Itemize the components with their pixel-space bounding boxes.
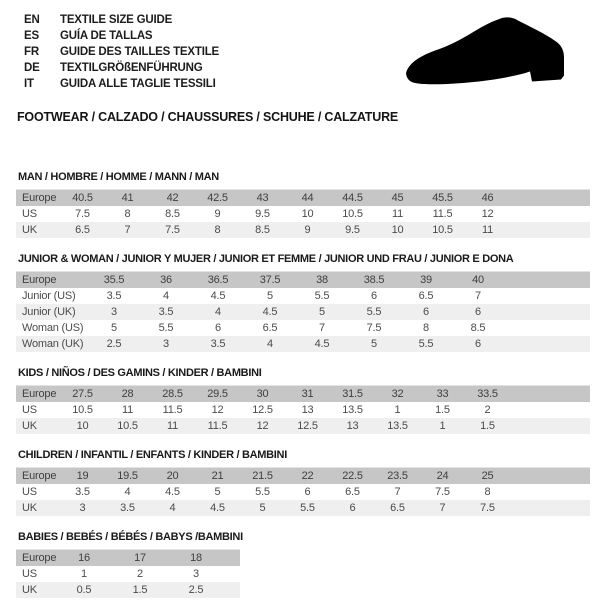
size-cell: 5.5: [255, 486, 270, 498]
size-cell: 6: [371, 290, 377, 302]
row-label: Europe: [22, 388, 57, 400]
language-code: ES: [24, 30, 39, 42]
size-cell: 10: [391, 224, 404, 236]
table-row: [16, 320, 590, 336]
size-cell: 6: [475, 306, 481, 318]
size-cell: 3.5: [106, 290, 122, 302]
size-cell: 7: [475, 290, 481, 302]
table-row: [16, 272, 590, 288]
size-table: [16, 385, 590, 434]
table-row: [16, 386, 590, 402]
size-cell: 39: [420, 274, 432, 286]
language-row-en: [24, 12, 219, 28]
size-cell: 6: [304, 486, 311, 498]
size-cell: 5: [214, 486, 221, 498]
size-cell: 25: [481, 470, 494, 482]
size-cell: 11.5: [432, 208, 453, 220]
size-cell: 31.5: [342, 388, 363, 400]
section-title: JUNIOR & WOMAN / JUNIOR Y MUJER / JUNIOR ET FEMME / JUNIOR UND FRAU / JUNIOR E DONA: [18, 253, 514, 265]
size-cell: 6.5: [262, 322, 278, 334]
size-cell: 33.5: [477, 388, 498, 400]
size-cell: 2: [484, 404, 491, 416]
size-cell: 2.5: [188, 584, 204, 596]
size-cell: 2: [137, 568, 143, 580]
language-code: DE: [24, 62, 40, 74]
size-cell: 20: [166, 470, 179, 482]
section-title: KIDS / NIÑOS / DES GAMINS / KINDER / BAMBINI: [18, 367, 262, 379]
table-row: [16, 190, 590, 206]
size-table: [16, 271, 590, 352]
size-cell: 7: [394, 486, 401, 498]
size-cell: 31: [301, 388, 314, 400]
language-title: TEXTILE SIZE GUIDE: [60, 14, 173, 26]
size-cell: 8: [484, 486, 491, 498]
size-cell: 28: [121, 388, 134, 400]
size-cell: 7: [439, 502, 446, 514]
size-table-section: [16, 531, 590, 598]
size-cell: 44: [301, 192, 314, 204]
size-cell: 0.5: [76, 584, 92, 596]
size-cell: 6: [475, 338, 481, 350]
dress-shoe-icon: [398, 12, 578, 100]
size-cell: 6: [423, 306, 429, 318]
category-heading: FOOTWEAR / CALZADO / CHAUSSURES / SCHUHE / CALZATURE: [17, 110, 399, 124]
table-row: [16, 288, 590, 304]
size-cell: 4.5: [165, 486, 180, 498]
size-cell: 4.5: [314, 338, 330, 350]
size-cell: 33: [436, 388, 449, 400]
size-cell: 10.5: [72, 404, 93, 416]
row-label: UK: [22, 224, 37, 236]
size-cell: 5.5: [418, 338, 434, 350]
row-label: Woman (UK): [22, 338, 84, 350]
table-row: [16, 206, 590, 222]
size-cell: 19: [76, 470, 89, 482]
size-cell: 6.5: [75, 224, 90, 236]
size-cell: 40.5: [72, 192, 93, 204]
language-title-list: [24, 12, 219, 92]
row-label: Europe: [22, 552, 57, 564]
size-cell: 22.5: [342, 470, 363, 482]
table-row: [16, 222, 590, 238]
row-label: US: [22, 404, 37, 416]
size-cell: 1.5: [132, 584, 148, 596]
language-row-de: [24, 60, 219, 76]
size-cell: 5: [259, 502, 266, 514]
size-cell: 12: [211, 404, 224, 416]
size-cell: 4.5: [210, 502, 225, 514]
size-cell: 44.5: [342, 192, 363, 204]
size-cell: 29.5: [207, 388, 228, 400]
size-cell: 38: [316, 274, 328, 286]
row-label: UK: [22, 584, 37, 596]
size-cell: 12.5: [252, 404, 273, 416]
table-row: [16, 484, 590, 500]
size-table-section: [16, 253, 590, 352]
size-table-section: [16, 171, 590, 238]
row-label: US: [22, 208, 37, 220]
table-row: [16, 336, 590, 352]
size-cell: 9.5: [345, 224, 360, 236]
size-cell: 6.5: [390, 502, 405, 514]
size-cell: 8: [124, 208, 131, 220]
size-cell: 11: [166, 420, 179, 432]
size-table: [16, 189, 590, 238]
size-cell: 11: [391, 208, 404, 220]
size-cell: 3.5: [158, 306, 174, 318]
size-cell: 10: [76, 420, 89, 432]
size-cell: 10.5: [342, 208, 363, 220]
size-cell: 11.5: [162, 404, 183, 416]
size-cell: 21: [211, 470, 224, 482]
size-cell: 1: [394, 404, 401, 416]
size-cell: 36: [160, 274, 172, 286]
size-cell: 8.5: [255, 224, 270, 236]
row-label: US: [22, 486, 37, 498]
size-cell: 38.5: [363, 274, 385, 286]
size-cell: 9: [304, 224, 311, 236]
row-label: Woman (US): [22, 322, 84, 334]
size-cell: 3.5: [120, 502, 135, 514]
size-table: [16, 467, 590, 516]
row-label: Europe: [22, 470, 57, 482]
size-cell: 5: [319, 306, 325, 318]
language-row-it: [24, 76, 219, 92]
row-label: US: [22, 568, 37, 580]
language-title: GUÍA DE TALLAS: [60, 30, 153, 42]
size-cell: 5.5: [314, 290, 330, 302]
size-cell: 46: [481, 192, 494, 204]
size-cell: 4: [169, 502, 176, 514]
language-row-es: [24, 28, 219, 44]
size-cell: 2.5: [106, 338, 122, 350]
size-cell: 5: [371, 338, 377, 350]
size-cell: 7.5: [75, 208, 90, 220]
size-cell: 3: [193, 568, 199, 580]
table-row: [16, 500, 590, 516]
size-cell: 4: [163, 290, 169, 302]
size-cell: 27.5: [72, 388, 93, 400]
size-cell: 5.5: [300, 502, 315, 514]
table-row: [16, 566, 240, 582]
size-cell: 24: [436, 470, 449, 482]
size-cell: 8: [214, 224, 221, 236]
size-cell: 1.5: [480, 420, 495, 432]
size-cell: 8: [423, 322, 429, 334]
size-cell: 36.5: [207, 274, 229, 286]
size-cell: 4.5: [262, 306, 278, 318]
size-cell: 10.5: [432, 224, 453, 236]
size-cell: 32: [391, 388, 404, 400]
size-cell: 7.5: [366, 322, 382, 334]
size-cell: 11: [121, 404, 134, 416]
size-table-section: [16, 449, 590, 516]
size-cell: 3.5: [210, 338, 226, 350]
size-cell: 4: [215, 306, 221, 318]
size-cell: 7.5: [480, 502, 495, 514]
size-cell: 43: [256, 192, 269, 204]
size-cell: 10.5: [117, 420, 138, 432]
size-cell: 12: [256, 420, 269, 432]
size-cell: 7: [124, 224, 131, 236]
size-cell: 7: [319, 322, 325, 334]
row-label: UK: [22, 420, 37, 432]
language-row-fr: [24, 44, 219, 60]
size-cell: 6.5: [418, 290, 434, 302]
size-cell: 16: [78, 552, 90, 564]
size-cell: 5.5: [366, 306, 382, 318]
row-label: Junior (UK): [22, 306, 76, 318]
size-cell: 42: [166, 192, 179, 204]
size-cell: 42.5: [207, 192, 228, 204]
size-cell: 13: [301, 404, 314, 416]
size-cell: 45: [391, 192, 404, 204]
row-label: Europe: [22, 192, 57, 204]
size-cell: 12.5: [297, 420, 318, 432]
size-cell: 19.5: [117, 470, 138, 482]
size-cell: 17: [134, 552, 146, 564]
size-cell: 10: [301, 208, 314, 220]
size-cell: 6.5: [345, 486, 360, 498]
row-label: Europe: [22, 274, 57, 286]
size-cell: 13: [346, 420, 359, 432]
size-tables: [16, 171, 590, 600]
size-cell: 11: [481, 224, 494, 236]
size-cell: 18: [190, 552, 202, 564]
table-row: [16, 402, 590, 418]
size-cell: 5: [267, 290, 273, 302]
language-code: FR: [24, 46, 39, 58]
size-cell: 22: [301, 470, 314, 482]
size-cell: 30: [256, 388, 269, 400]
row-label: Junior (US): [22, 290, 76, 302]
size-cell: 3: [111, 306, 117, 318]
size-cell: 13.5: [387, 420, 408, 432]
size-cell: 23.5: [387, 470, 408, 482]
language-title: GUIDE DES TAILLES TEXTILE: [60, 46, 219, 58]
size-cell: 4.5: [210, 290, 226, 302]
size-cell: 7.5: [435, 486, 450, 498]
size-cell: 28.5: [162, 388, 183, 400]
size-cell: 35.5: [103, 274, 125, 286]
language-code: EN: [24, 14, 40, 26]
language-title: GUIDA ALLE TAGLIE TESSILI: [60, 78, 216, 90]
section-title: MAN / HOMBRE / HOMME / MANN / MAN: [18, 171, 219, 183]
table-row: [16, 550, 240, 566]
size-cell: 8.5: [165, 208, 180, 220]
size-cell: 5: [111, 322, 117, 334]
size-cell: 1: [81, 568, 87, 580]
section-title: BABIES / BEBÉS / BÉBÉS / BABYS /BAMBINI: [18, 531, 243, 543]
size-cell: 4: [124, 486, 131, 498]
size-cell: 6: [349, 502, 356, 514]
size-table: [16, 549, 240, 598]
language-code: IT: [24, 78, 34, 90]
size-cell: 21.5: [252, 470, 273, 482]
size-cell: 13.5: [342, 404, 363, 416]
size-cell: 3: [163, 338, 169, 350]
size-cell: 5.5: [158, 322, 174, 334]
size-cell: 45.5: [432, 192, 453, 204]
size-cell: 40: [472, 274, 484, 286]
table-row: [16, 468, 590, 484]
size-cell: 8.5: [470, 322, 486, 334]
size-cell: 6: [215, 322, 221, 334]
size-cell: 1.5: [435, 404, 450, 416]
language-title: TEXTILGRÖßENFÜHRUNG: [60, 62, 203, 74]
size-cell: 11.5: [207, 420, 228, 432]
size-cell: 7.5: [165, 224, 180, 236]
size-cell: 9.5: [255, 208, 270, 220]
size-cell: 41: [121, 192, 134, 204]
size-cell: 3.5: [75, 486, 90, 498]
section-title: CHILDREN / INFANTIL / ENFANTS / KINDER / BAMBINI: [18, 449, 287, 461]
size-cell: 4: [267, 338, 273, 350]
size-table-section: [16, 367, 590, 434]
size-cell: 12: [481, 208, 494, 220]
size-cell: 3: [79, 502, 86, 514]
row-label: UK: [22, 502, 37, 514]
table-row: [16, 418, 590, 434]
table-row: [16, 582, 240, 598]
size-cell: 37.5: [259, 274, 281, 286]
table-row: [16, 304, 590, 320]
size-cell: 1: [439, 420, 446, 432]
size-cell: 9: [214, 208, 221, 220]
